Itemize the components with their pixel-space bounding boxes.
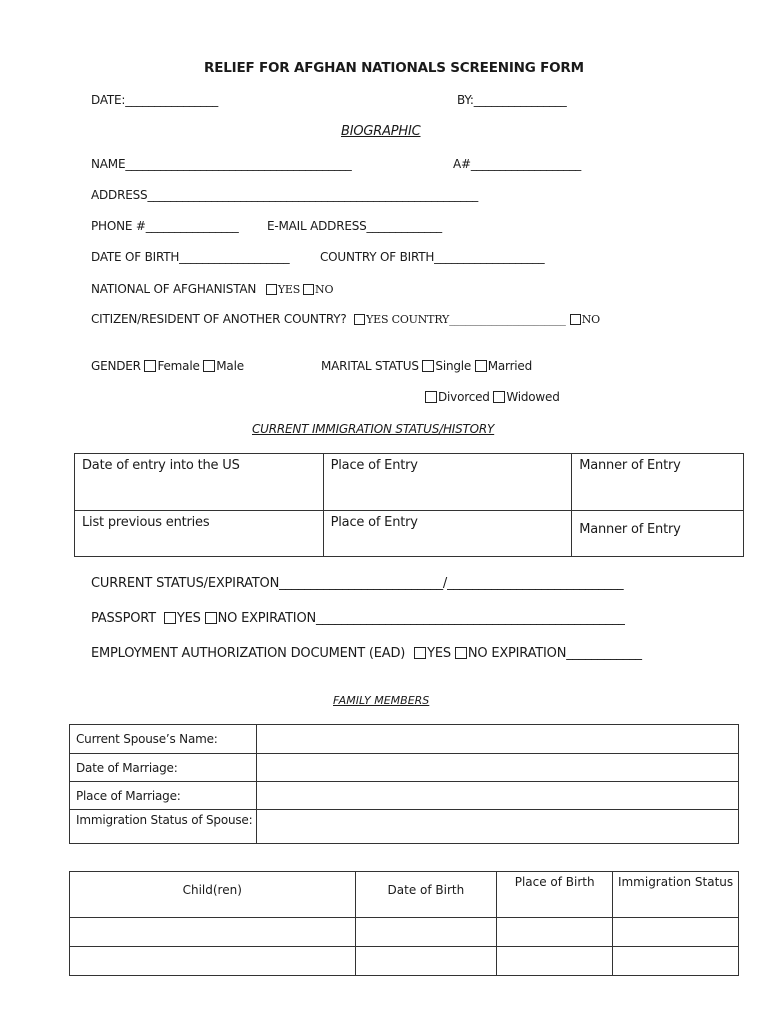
phone-field[interactable]: PHONE #________________ — [91, 219, 239, 233]
spouse-status-input[interactable] — [256, 810, 738, 844]
female-label: Female — [157, 359, 200, 373]
marriage-place-label: Place of Marriage: — [70, 782, 257, 810]
national-yes-checkbox[interactable] — [266, 284, 277, 295]
section-immigration: CURRENT IMMIGRATION STATUS/HISTORY — [252, 422, 495, 436]
email-field[interactable]: E-MAIL ADDRESS_____________ — [267, 219, 442, 233]
marital-label: MARITAL STATUS — [321, 359, 419, 373]
national-label: NATIONAL OF AFGHANISTAN — [91, 282, 257, 296]
passport-expiration-field[interactable]: NO EXPIRATION_________________________________________________ — [217, 611, 625, 626]
entry-place-cell[interactable]: Place of Entry — [323, 454, 572, 511]
female-checkbox[interactable] — [144, 360, 156, 372]
children-header: Child(ren) — [70, 872, 356, 918]
citizen-yes-checkbox[interactable] — [354, 314, 365, 325]
marriage-date-input[interactable] — [256, 754, 738, 782]
national-row — [91, 282, 333, 296]
child-status-input[interactable] — [613, 947, 739, 976]
marriage-date-label: Date of Marriage: — [70, 754, 257, 782]
previous-place-cell[interactable]: Place of Entry — [323, 511, 572, 557]
gender-row — [91, 359, 244, 373]
dob-field[interactable]: DATE OF BIRTH___________________ — [91, 250, 290, 264]
national-no-label: NO — [315, 283, 334, 296]
passport-row — [91, 611, 625, 626]
children-table — [69, 871, 739, 976]
address-field[interactable]: ADDRESS_________________________________________________________ — [91, 188, 479, 202]
immigration-status-header: Immigration Status — [613, 872, 739, 918]
child-name-input[interactable] — [70, 918, 356, 947]
child-dob-input[interactable] — [355, 947, 497, 976]
ead-label: EMPLOYMENT AUTHORIZATION DOCUMENT (EAD) — [91, 646, 406, 661]
marriage-place-input[interactable] — [256, 782, 738, 810]
section-biographic: BIOGRAPHIC — [341, 124, 421, 139]
ead-expiration-field[interactable]: NO EXPIRATION____________ — [467, 646, 642, 661]
ead-row — [91, 646, 642, 661]
country-of-birth-field[interactable]: COUNTRY OF BIRTH___________________ — [320, 250, 545, 264]
ead-yes-label: YES — [427, 646, 451, 661]
entry-table — [74, 453, 744, 557]
widowed-checkbox[interactable] — [493, 391, 505, 403]
a-number-field[interactable]: A#___________________ — [453, 157, 582, 171]
previous-manner-cell[interactable]: Manner of Entry — [572, 511, 744, 557]
entry-manner-cell[interactable]: Manner of Entry — [572, 454, 744, 511]
spouse-name-input[interactable] — [256, 725, 738, 754]
passport-no-checkbox[interactable] — [205, 612, 217, 624]
divorced-checkbox[interactable] — [425, 391, 437, 403]
date-field[interactable]: DATE:________________ — [91, 93, 219, 107]
married-checkbox[interactable] — [475, 360, 487, 372]
citizen-row — [91, 312, 600, 326]
citizen-no-checkbox[interactable] — [570, 314, 581, 325]
name-field[interactable]: NAME_______________________________________ — [91, 157, 352, 171]
ead-no-checkbox[interactable] — [455, 647, 467, 659]
child-status-input[interactable] — [613, 918, 739, 947]
family-table — [69, 724, 739, 844]
place-of-birth-header: Place of Birth — [497, 872, 613, 918]
child-name-input[interactable] — [70, 947, 356, 976]
previous-entries-cell[interactable]: List previous entries — [75, 511, 324, 557]
current-status-field[interactable]: CURRENT STATUS/EXPIRATON__________________________/____________________________ — [91, 576, 624, 591]
married-label: Married — [487, 359, 533, 373]
child-place-input[interactable] — [497, 947, 613, 976]
widowed-label: Widowed — [506, 390, 560, 404]
child-place-input[interactable] — [497, 918, 613, 947]
national-no-checkbox[interactable] — [303, 284, 314, 295]
national-yes-label: YES — [277, 283, 301, 296]
citizen-yes-country-field[interactable]: YES COUNTRY______________________ — [366, 313, 566, 326]
entry-date-cell[interactable]: Date of entry into the US — [75, 454, 324, 511]
section-family: FAMILY MEMBERS — [333, 694, 430, 707]
passport-label: PASSPORT — [91, 611, 156, 626]
passport-yes-checkbox[interactable] — [164, 612, 176, 624]
gender-label: GENDER — [91, 359, 141, 373]
divorced-label: Divorced — [438, 390, 490, 404]
spouse-status-label: Immigration Status of Spouse: — [70, 810, 257, 844]
dob-header: Date of Birth — [355, 872, 497, 918]
by-field[interactable]: BY:________________ — [457, 93, 567, 107]
marital-row-2 — [425, 390, 560, 404]
citizen-no-label: NO — [581, 313, 600, 326]
passport-yes-label: YES — [176, 611, 201, 626]
citizen-label: CITIZEN/RESIDENT OF ANOTHER COUNTRY? — [91, 312, 347, 326]
single-checkbox[interactable] — [422, 360, 434, 372]
child-dob-input[interactable] — [355, 918, 497, 947]
male-checkbox[interactable] — [203, 360, 215, 372]
form-title: RELIEF FOR AFGHAN NATIONALS SCREENING FORM — [204, 60, 584, 76]
spouse-name-label: Current Spouse’s Name: — [70, 725, 257, 754]
marital-row — [321, 359, 532, 373]
ead-yes-checkbox[interactable] — [414, 647, 426, 659]
single-label: Single — [435, 359, 472, 373]
male-label: Male — [216, 359, 244, 373]
